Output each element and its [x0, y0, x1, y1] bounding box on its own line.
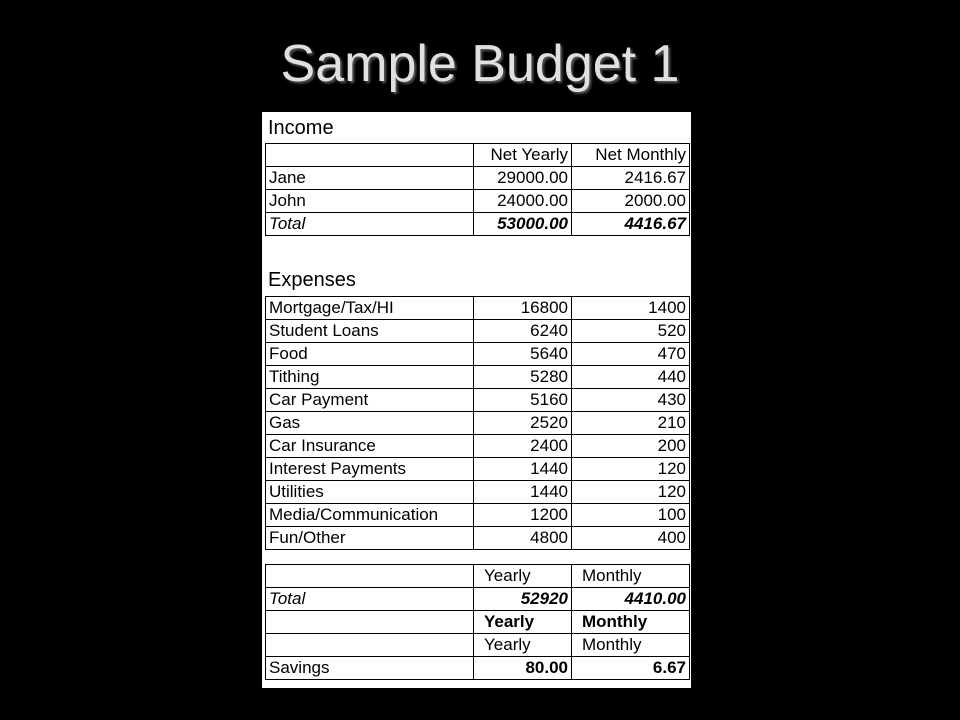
savings-bold-header-row: [266, 611, 690, 634]
income-section-title: Income: [268, 117, 334, 139]
expense-label: Car Insurance: [266, 435, 474, 458]
expenses-total-monthly: 4410.00: [572, 588, 690, 611]
income-label: Jane: [266, 167, 474, 190]
expense-yearly: 1440: [474, 458, 572, 481]
expense-yearly: 2520: [474, 412, 572, 435]
expense-monthly: 470: [572, 343, 690, 366]
expense-yearly: 4800: [474, 527, 572, 550]
expense-monthly: 1400: [572, 297, 690, 320]
income-table: [265, 143, 690, 236]
expenses-col-yearly: Yearly: [474, 565, 572, 588]
income-yearly: 29000.00: [474, 167, 572, 190]
expense-row: [266, 435, 690, 458]
expense-yearly: 5280: [474, 366, 572, 389]
expenses-total-header-blank: [266, 565, 474, 588]
expenses-table: [265, 296, 690, 550]
expense-label: Utilities: [266, 481, 474, 504]
expense-row: [266, 343, 690, 366]
income-label: John: [266, 190, 474, 213]
savings-header-blank: [266, 634, 474, 657]
expense-row: [266, 297, 690, 320]
expense-monthly: 120: [572, 481, 690, 504]
expenses-total-header-row: [266, 565, 690, 588]
expense-label: Student Loans: [266, 320, 474, 343]
savings-row: [266, 657, 690, 680]
expense-yearly: 5160: [474, 389, 572, 412]
expense-row: [266, 412, 690, 435]
budget-spreadsheet: [262, 112, 691, 688]
income-total-yearly: 53000.00: [474, 213, 572, 236]
expense-row: [266, 389, 690, 412]
income-monthly: 2000.00: [572, 190, 690, 213]
expense-row: [266, 366, 690, 389]
savings-col-monthly: Monthly: [572, 634, 690, 657]
savings-bold-header-blank: [266, 611, 474, 634]
expense-row: [266, 458, 690, 481]
expense-monthly: 120: [572, 458, 690, 481]
expense-label: Mortgage/Tax/HI: [266, 297, 474, 320]
expense-label: Media/Communication: [266, 504, 474, 527]
expense-yearly: 1200: [474, 504, 572, 527]
expense-label: Fun/Other: [266, 527, 474, 550]
expense-monthly: 440: [572, 366, 690, 389]
summary-table: [265, 564, 690, 680]
expense-monthly: 100: [572, 504, 690, 527]
income-yearly: 24000.00: [474, 190, 572, 213]
expense-label: Interest Payments: [266, 458, 474, 481]
income-row-jane: [266, 167, 690, 190]
expense-monthly: 210: [572, 412, 690, 435]
savings-head-yearly: Yearly: [474, 611, 572, 634]
expenses-total-yearly: 52920: [474, 588, 572, 611]
income-total-monthly: 4416.67: [572, 213, 690, 236]
expense-label: Tithing: [266, 366, 474, 389]
expenses-section-title: Expenses: [268, 269, 356, 291]
expenses-col-monthly: Monthly: [572, 565, 690, 588]
expense-yearly: 6240: [474, 320, 572, 343]
expense-row: [266, 320, 690, 343]
income-header-blank: [266, 144, 474, 167]
expense-label: Gas: [266, 412, 474, 435]
expense-row: [266, 504, 690, 527]
income-header-row: [266, 144, 690, 167]
expense-monthly: 430: [572, 389, 690, 412]
slide-title: Sample Budget 1: [280, 35, 680, 93]
income-total-label: Total: [266, 213, 474, 236]
expense-row: [266, 481, 690, 504]
savings-yearly: 80.00: [474, 657, 572, 680]
savings-head-monthly: Monthly: [572, 611, 690, 634]
expenses-total-label: Total: [266, 588, 474, 611]
income-row-john: [266, 190, 690, 213]
expense-monthly: 520: [572, 320, 690, 343]
savings-header-row: [266, 634, 690, 657]
expense-label: Car Payment: [266, 389, 474, 412]
savings-monthly: 6.67: [572, 657, 690, 680]
expense-monthly: 200: [572, 435, 690, 458]
income-monthly: 2416.67: [572, 167, 690, 190]
expense-yearly: 2400: [474, 435, 572, 458]
income-total-row: [266, 213, 690, 236]
savings-col-yearly: Yearly: [474, 634, 572, 657]
income-col-monthly: Net Monthly: [572, 144, 690, 167]
expense-yearly: 5640: [474, 343, 572, 366]
income-col-yearly: Net Yearly: [474, 144, 572, 167]
expense-monthly: 400: [572, 527, 690, 550]
expense-row: [266, 527, 690, 550]
expense-label: Food: [266, 343, 474, 366]
expense-yearly: 1440: [474, 481, 572, 504]
expenses-total-row: [266, 588, 690, 611]
savings-label: Savings: [266, 657, 474, 680]
expense-yearly: 16800: [474, 297, 572, 320]
